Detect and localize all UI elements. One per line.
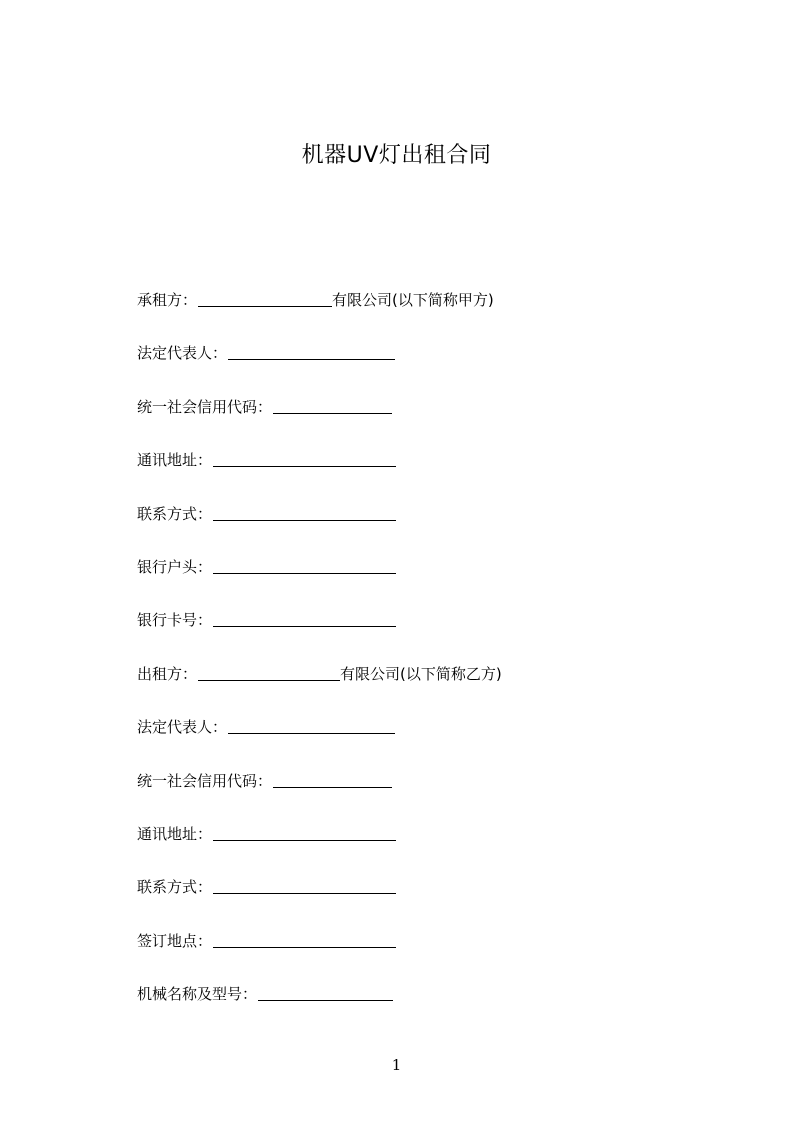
- field-row-contact-a: [137, 503, 657, 556]
- fill-in-blank[interactable]: [213, 823, 396, 841]
- field-row-bank-card-number: [137, 609, 657, 662]
- field-row-bank-account-name: [137, 556, 657, 609]
- page-number: 1: [391, 1056, 402, 1074]
- field-label: 银行卡号：: [137, 611, 213, 630]
- field-row-contact-b: [137, 876, 657, 929]
- fill-in-blank[interactable]: [213, 449, 396, 467]
- fill-in-blank[interactable]: [273, 396, 392, 414]
- fill-in-blank[interactable]: [273, 770, 392, 788]
- field-row-legal-representative-b: [137, 716, 657, 769]
- fill-in-blank[interactable]: [213, 876, 396, 894]
- party-info-fields: [137, 289, 657, 1036]
- fill-in-blank[interactable]: [198, 289, 332, 307]
- field-row-signing-place: [137, 930, 657, 983]
- fill-in-blank[interactable]: [213, 503, 396, 521]
- field-row-credit-code-b: [137, 770, 657, 823]
- fill-in-blank[interactable]: [213, 556, 396, 574]
- fill-in-blank[interactable]: [228, 342, 395, 360]
- field-row-lessor: [137, 663, 657, 716]
- field-label: 通讯地址：: [137, 451, 213, 470]
- field-row-machine-model: [137, 983, 657, 1036]
- field-label: 签订地点：: [137, 931, 213, 950]
- field-label: 法定代表人：: [137, 718, 228, 737]
- field-label: 通讯地址：: [137, 824, 213, 843]
- field-label: 统一社会信用代码：: [137, 397, 273, 416]
- field-row-address-b: [137, 823, 657, 876]
- contract-title: 机器UV灯出租合同: [301, 143, 492, 168]
- field-label: 统一社会信用代码：: [137, 771, 273, 790]
- field-label: 银行户头：: [137, 557, 213, 576]
- field-label: 法定代表人：: [137, 344, 228, 363]
- field-label: 出租方：: [137, 664, 198, 683]
- field-label: 机械名称及型号：: [137, 985, 258, 1004]
- field-row-lessee: [137, 289, 657, 342]
- field-suffix: 有限公司(以下简称乙方): [340, 664, 502, 683]
- field-label: 联系方式：: [137, 878, 213, 897]
- field-label: 承租方：: [137, 291, 198, 309]
- field-label: 联系方式：: [137, 504, 213, 523]
- fill-in-blank[interactable]: [198, 663, 340, 681]
- field-row-address-a: [137, 449, 657, 502]
- fill-in-blank[interactable]: [258, 983, 393, 1001]
- field-row-legal-representative-a: [137, 342, 657, 395]
- field-suffix: 有限公司(以下简称甲方): [332, 291, 494, 309]
- fill-in-blank[interactable]: [213, 609, 396, 627]
- fill-in-blank[interactable]: [228, 716, 395, 734]
- field-row-credit-code-a: [137, 396, 657, 449]
- fill-in-blank[interactable]: [213, 930, 396, 948]
